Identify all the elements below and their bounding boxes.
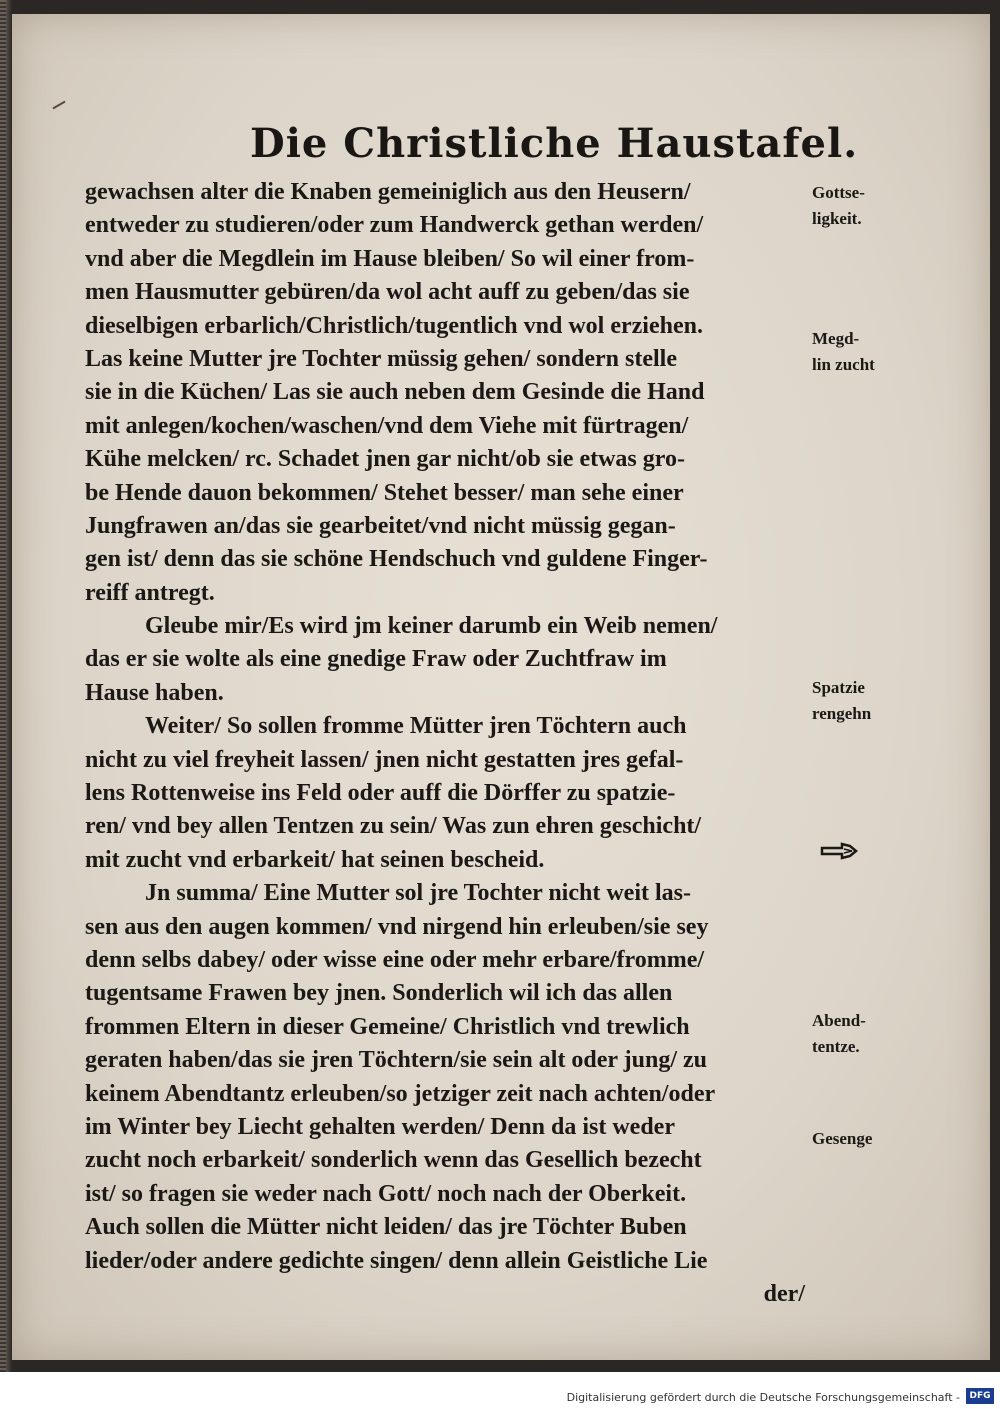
text-line: entweder zu studieren/oder zum Handwerck gethan werden/ [85, 212, 704, 239]
margin-note-spatzieren: Spatzie rengehn [812, 678, 872, 723]
margin-note-gottseligkeit: Gottse- ligkeit. [812, 183, 865, 228]
text-line: ist/ so fragen sie weder nach Gott/ noch nach der Oberkeit. [85, 1180, 687, 1207]
text-line: be Hende dauon bekommen/ Stehet besser/ man sehe einer [85, 479, 684, 506]
text-line: reiff antregt. [85, 579, 215, 606]
page-title: Die Christliche Haustafel. [250, 120, 859, 167]
text-line: sie in die Küchen/ Las sie auch neben dem Gesinde die Hand [85, 379, 705, 406]
text-line: zucht noch erbarkeit/ sonderlich wenn das Gesellich bezecht [85, 1147, 702, 1174]
text-line: mit anlegen/kochen/waschen/vnd dem Viehe mit fürtragen/ [85, 412, 689, 439]
margin-note-gesenge: Gesenge [812, 1129, 873, 1148]
text-line: Weiter/ So sollen fromme Mütter jren Töchtern auch [145, 713, 687, 740]
text-line: im Winter bey Liecht gehalten werden/ Denn da ist weder [85, 1113, 675, 1140]
dfg-logo: DFG [966, 1388, 994, 1404]
margin-note-abendtentze: Abend- tentze. [812, 1011, 866, 1056]
text-line: Las keine Mutter jre Tochter müssig gehen/ sondern stelle [85, 345, 677, 372]
text-line: Kühe melcken/ rc. Schadet jnen gar nicht/ob sie etwas gro- [85, 446, 685, 473]
text-line: lens Rottenweise ins Feld oder auff die Dörffer zu spatzie- [85, 780, 676, 807]
text-line: Hause haben. [85, 679, 224, 706]
text-line: Jn summa/ Eine Mutter sol jre Tochter nicht weit las- [145, 880, 691, 907]
text-line: Auch sollen die Mütter nicht leiden/ das jre Töchter Buben [85, 1214, 687, 1241]
text-line: ren/ vnd bey allen Tentzen zu sein/ Was zun ehren geschicht/ [85, 813, 702, 840]
text-line: Gleube mir/Es wird jm keiner darumb ein Weib nemen/ [145, 613, 718, 640]
text-line: frommen Eltern in dieser Gemeine/ Christlich vnd trewlich [85, 1013, 690, 1040]
text-line: das er sie wolte als eine gnedige Fraw oder Zuchtfraw im [85, 646, 667, 673]
margin-note-megdlin-zucht: Megd- lin zucht [812, 329, 875, 374]
text-line: Jungfrawen an/das sie gearbeitet/vnd nicht müssig gegan- [85, 512, 676, 539]
text-line: denn selbs dabey/ oder wisse eine oder mehr erbare/fromme/ [85, 946, 705, 973]
text-line: gen ist/ denn das sie schöne Hendschuch vnd guldene Finger- [85, 546, 708, 573]
text-line: keinem Abendtantz erleuben/so jetziger zeit nach achten/oder [85, 1080, 716, 1107]
body-text [85, 176, 805, 1311]
text-line: geraten haben/das sie jren Töchtern/sie sein alt oder jung/ zu [85, 1047, 708, 1074]
text-line: men Hausmutter gebüren/da wol acht auff zu geben/das sie [85, 279, 690, 306]
text-line: lieder/oder andere gedichte singen/ denn allein Geistliche Lie [85, 1247, 708, 1274]
footer-credit: Digitalisierung gefördert durch die Deutsche Forschungsgemeinschaft - [566, 1391, 960, 1404]
ink-mark [52, 101, 65, 110]
text-line: sen aus den augen kommen/ vnd nirgend hin erleuben/sie sey [85, 913, 709, 940]
scan-edge-ruler [0, 0, 6, 1372]
text-line: dieselbigen erbarlich/Christlich/tugentlich vnd wol erziehen. [85, 312, 703, 339]
text-line: gewachsen alter die Knaben gemeiniglich aus den Heusern/ [85, 179, 691, 205]
text-line: tugentsame Frawen bey jnen. Sonderlich wil ich das allen [85, 980, 673, 1007]
pointing-hand-icon [820, 840, 860, 862]
text-line: nicht zu viel freyheit lassen/ jnen nicht gestatten jres gefal- [85, 746, 684, 773]
text-line: vnd aber die Megdlein im Hause bleiben/ So wil einer from- [85, 245, 695, 272]
catchword: der/ [763, 1280, 805, 1307]
text-line: mit zucht vnd erbarkeit/ hat seinen bescheid. [85, 846, 545, 873]
